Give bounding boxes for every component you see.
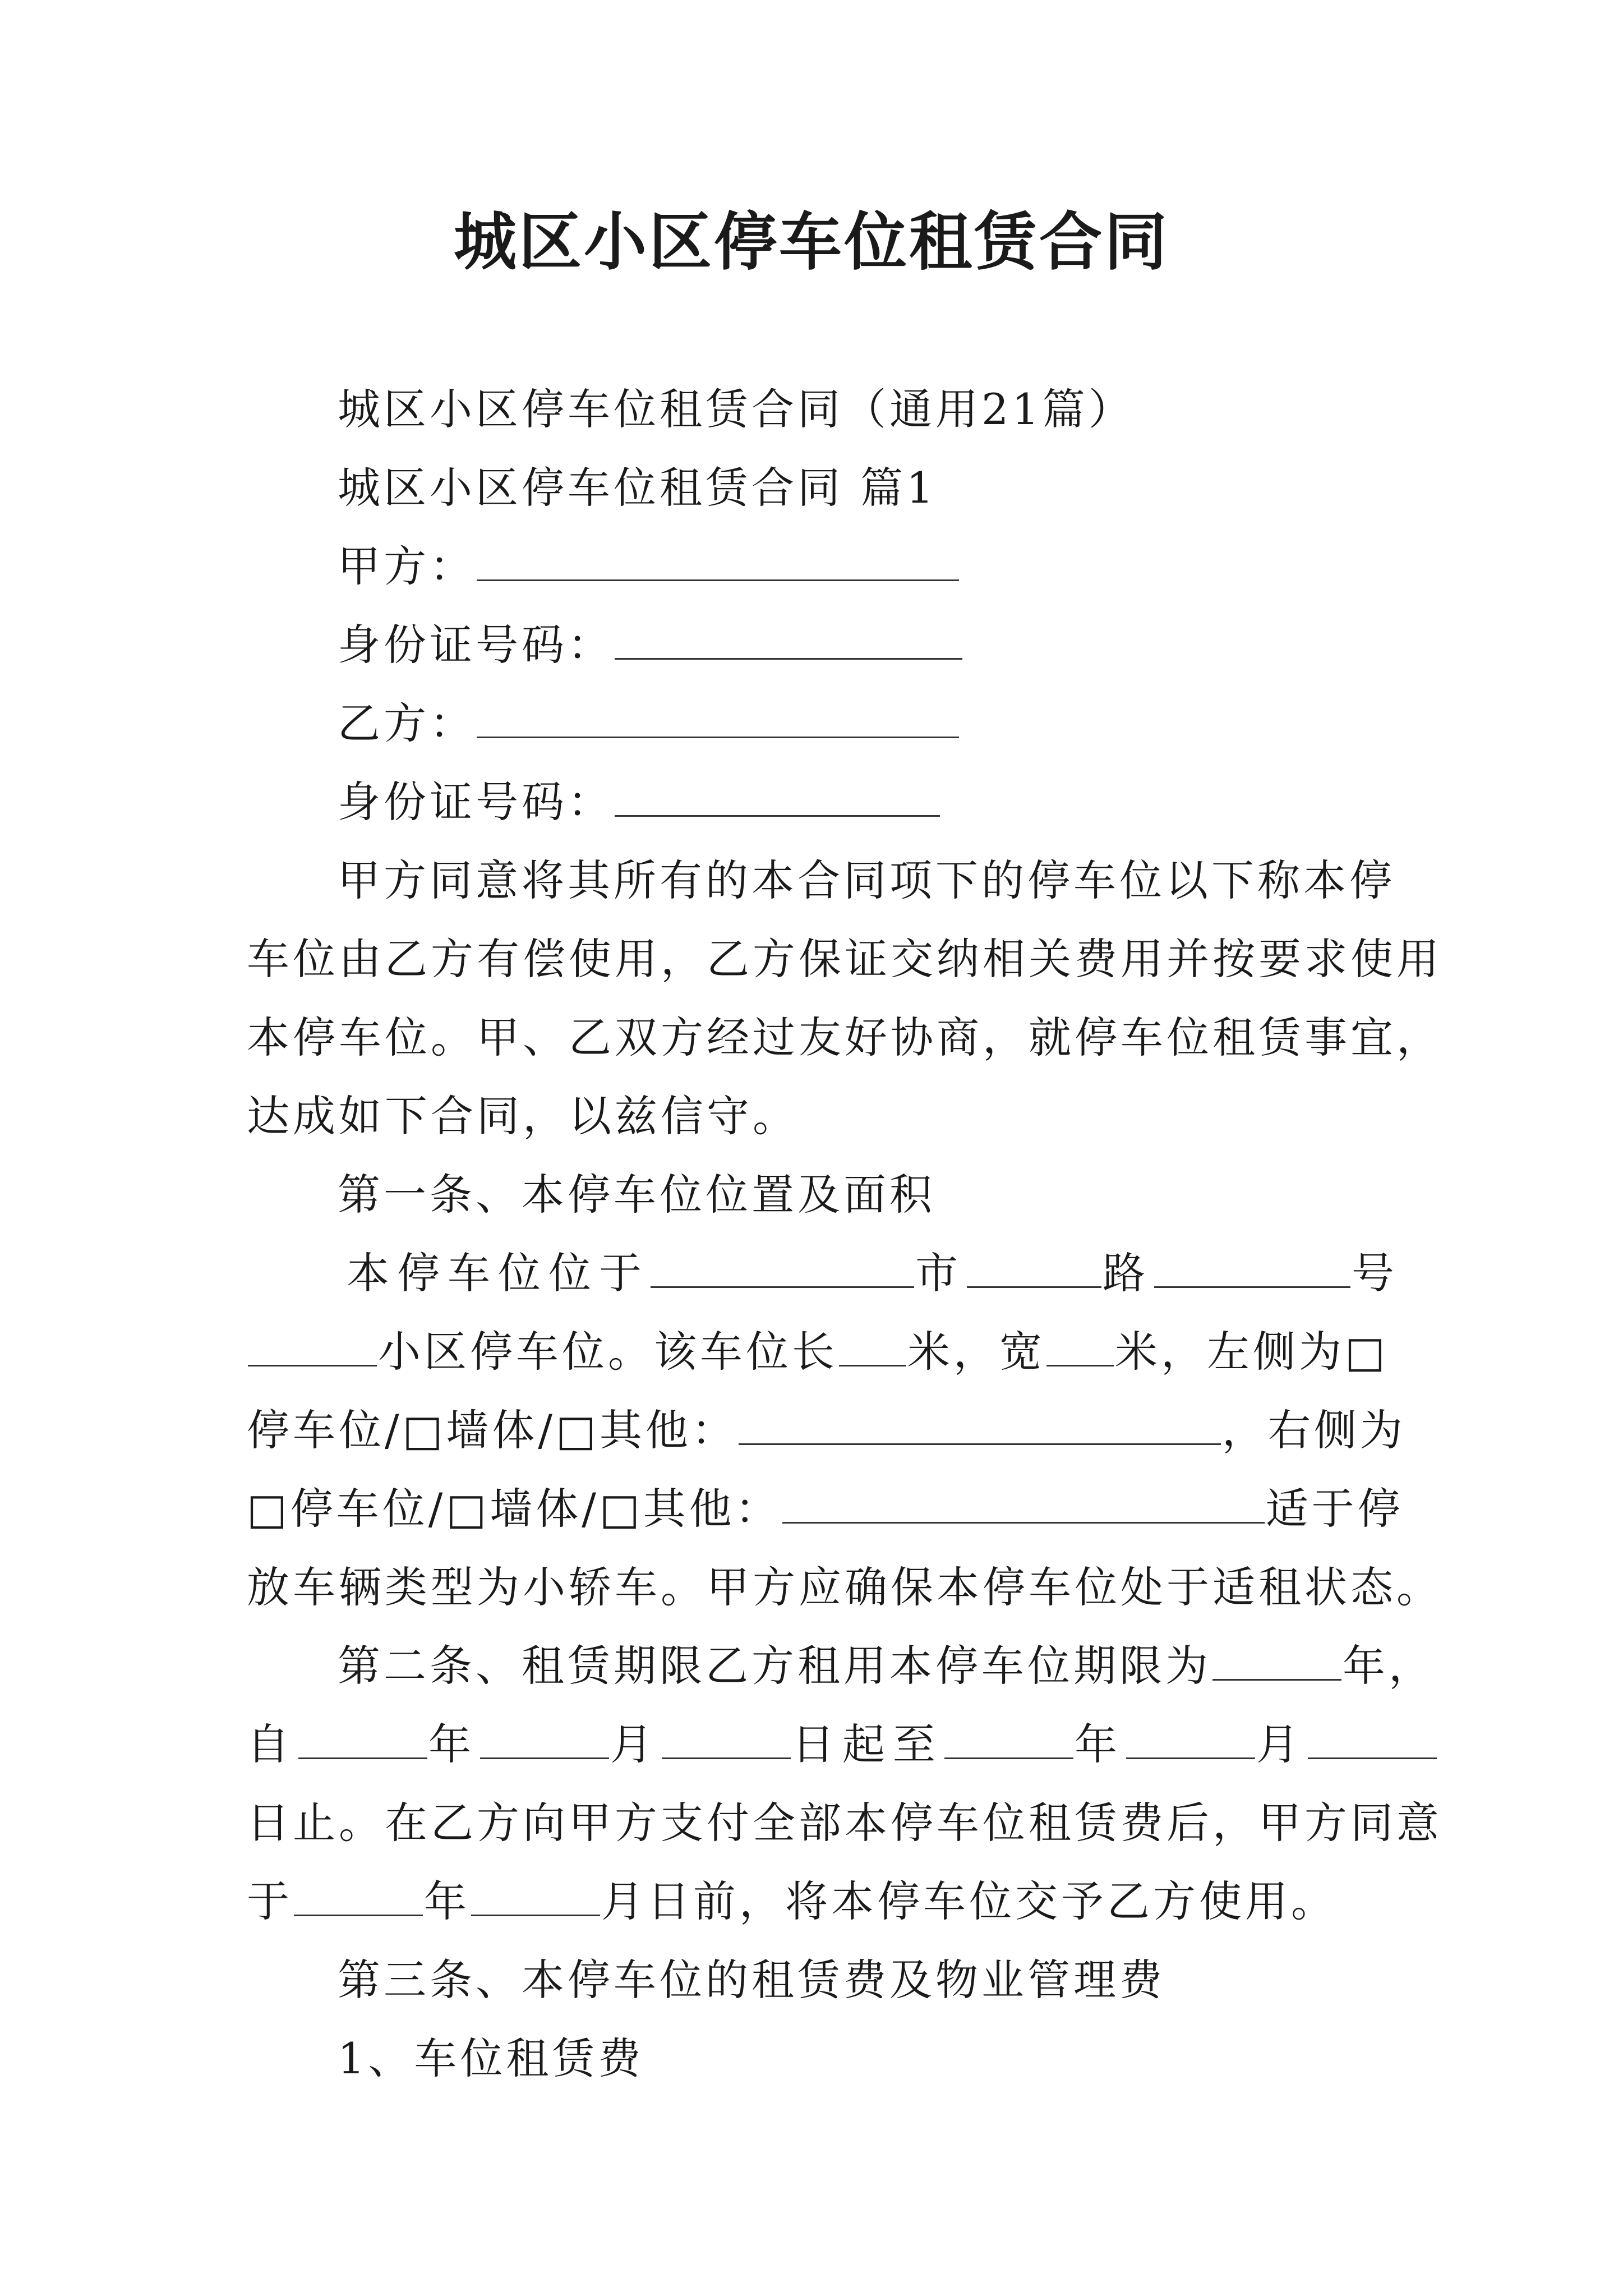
a2-l4-text-c: 月日前，将本停车位交予乙方使用。 [601,1876,1337,1926]
id-a-row [338,606,1385,684]
party-a-blank [477,545,959,581]
article2-line-4 [247,1862,1385,1941]
article1-line-1 [347,1234,1402,1313]
start-month-blank [480,1723,609,1759]
a2-l2-text-e: 年 [1075,1719,1125,1769]
article3-item-1: 1、车位租赁费 [338,2033,644,2083]
id-a-blank [615,623,962,660]
a1-l3-text-a: 停车位/□墙体/□其他： [247,1405,737,1455]
article1-heading: 第一条、本停车位位置及面积 [338,1170,935,1220]
a1-l1-text-a: 本停车位位于 [347,1248,649,1298]
end-day-blank [1308,1723,1437,1759]
community-blank [248,1330,377,1366]
intro-line-4: 达成如下合同，以兹信守。 [247,1091,799,1141]
article2-line-3: 日止。在乙方向甲方支付全部本停车位租赁费后，甲方同意 [247,1798,1442,1848]
a2-l1-text-a: 第二条、租赁期限乙方租用本停车位期限为 [338,1641,1211,1691]
party-b-label: 乙方： [338,698,476,748]
heading-all: 城区小区停车位租赁合同（通用21篇） [338,384,1135,434]
a2-l2-text-d: 日起至 [792,1719,943,1769]
id-b-row [338,763,1385,841]
handover-month-blank [471,1880,600,1916]
party-a-row [338,527,1385,606]
a1-l3-text-b: ，右侧为 [1221,1405,1406,1455]
id-b-blank [615,780,940,817]
id-a-label: 身份证号码： [338,620,614,670]
handover-year-blank [294,1880,423,1916]
id-b-label: 身份证号码： [338,777,614,827]
a1-l2-text-c: 米，左侧为□ [1115,1327,1389,1377]
a1-l2-text-b: 米，宽 [907,1327,1045,1377]
a1-l4-text-b: 适于停 [1265,1484,1404,1534]
a2-l4-text-b: 年 [424,1876,470,1926]
left-other-blank [739,1409,1221,1445]
a1-l4-text-a: □停车位/□墙体/□其他： [247,1484,781,1534]
width-blank [1046,1330,1114,1366]
party-a-label: 甲方： [338,541,476,591]
a1-l2-text-a: 小区停车位。该车位长 [378,1327,838,1377]
article1-line-2 [247,1313,1389,1391]
article2-line-1 [338,1627,1435,1705]
end-month-blank [1126,1723,1255,1759]
right-other-blank [782,1487,1265,1524]
start-year-blank [298,1723,427,1759]
road-blank [967,1251,1101,1288]
number-blank [1154,1251,1350,1288]
a2-l4-text-a: 于 [247,1876,293,1926]
document-title: 城区小区停车位租赁合同 [454,205,1169,279]
intro-line-2: 车位由乙方有偿使用，乙方保证交纳相关费用并按要求使用 [247,934,1442,984]
a1-l1-text-c: 路 [1103,1248,1153,1298]
city-blank [651,1251,914,1288]
a2-l2-text-f: 月 [1256,1719,1307,1769]
a1-l1-text-b: 市 [915,1248,966,1298]
intro-line-3: 本停车位。甲、乙双方经过友好协商，就停车位租赁事宜， [247,1013,1442,1062]
article1-line-3 [247,1391,1406,1470]
article2-line-2 [247,1705,1385,1784]
a2-l1-text-b: 年， [1343,1641,1435,1691]
term-years-blank [1212,1644,1341,1681]
article1-line-5: 放车辆类型为小轿车。甲方应确保本停车位处于适租状态。 [247,1562,1442,1612]
length-blank [839,1330,906,1366]
a2-l2-text-a: 自 [247,1719,297,1769]
article1-line-4 [247,1470,1404,1548]
intro-line-1: 甲方同意将其所有的本合同项下的停车位以下称本停 [338,855,1395,905]
a2-l2-text-b: 年 [428,1719,479,1769]
end-year-blank [944,1723,1073,1759]
party-b-blank [477,702,959,738]
party-b-row [338,684,1385,763]
start-day-blank [662,1723,791,1759]
heading-part: 城区小区停车位租赁合同 篇1 [338,463,937,513]
a1-l1-text-d: 号 [1352,1248,1402,1298]
a2-l2-text-c: 月 [610,1719,661,1769]
article3-heading: 第三条、本停车位的租赁费及物业管理费 [338,1955,1165,2005]
